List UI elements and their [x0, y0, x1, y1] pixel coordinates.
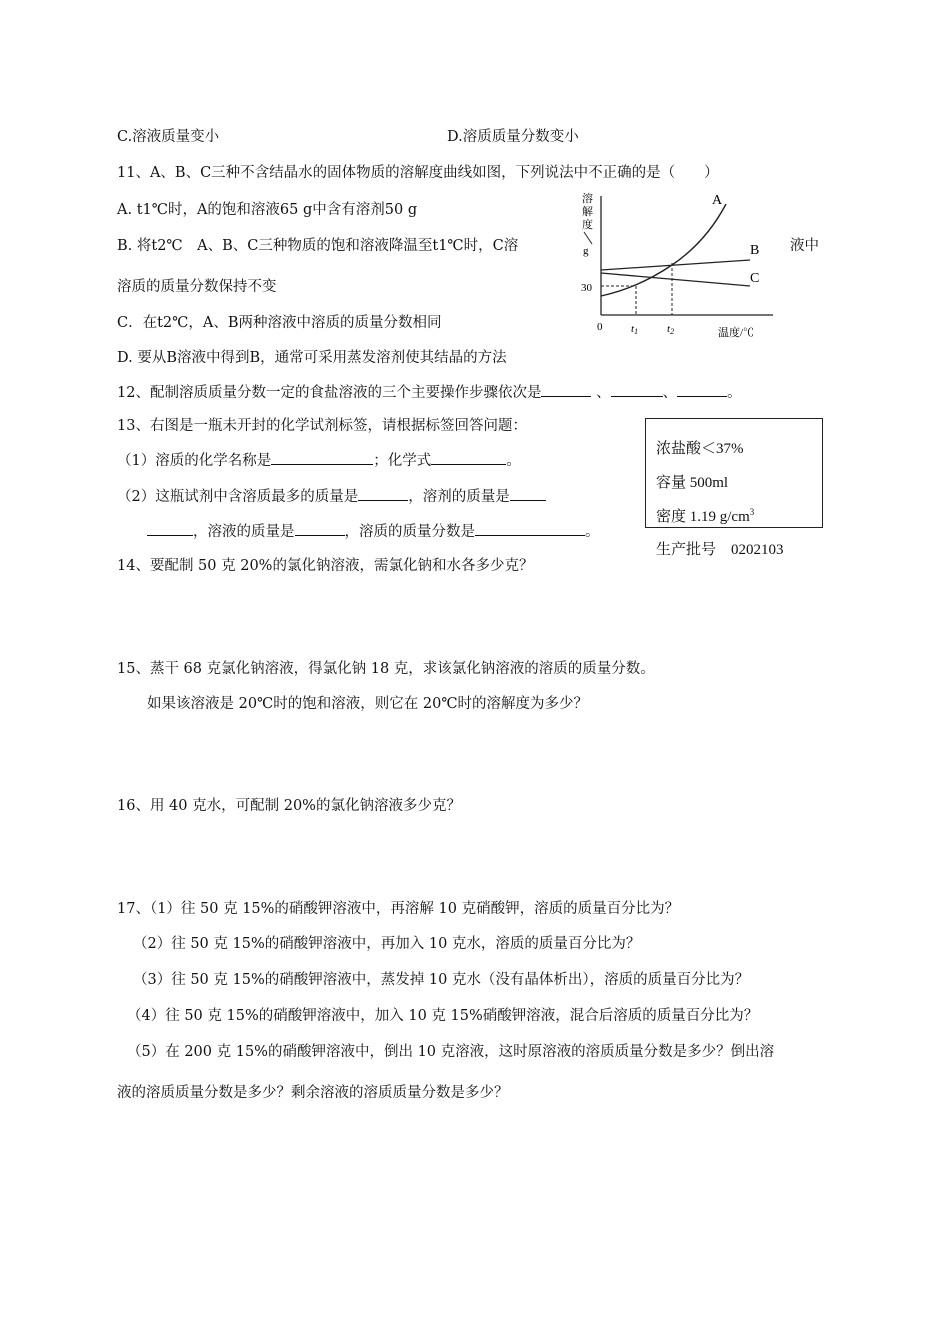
graph-xlabel: 温度/℃ [718, 327, 755, 339]
q13-p1-text-a: （1）溶质的化学名称是 [117, 453, 272, 469]
q13-p2-text-d: ，溶质的质量分数是 [344, 524, 475, 540]
curve-c-label: C [750, 271, 760, 286]
q11-option-a: A. t1℃时，A的饱和溶液65 g中含有溶剂50 g [117, 202, 418, 218]
q13-part1 [117, 450, 521, 471]
q17-part1: 17、（1）往 50 克 15%的硝酸钾溶液中，再溶解 10 克硝酸钾，溶质的质量百分比为？ [117, 901, 680, 917]
q12-blank-3[interactable] [677, 382, 727, 397]
q17-part4: （4）往 50 克 15%的硝酸钾溶液中，加入 10 克 15%硝酸钾溶液，混合后溶质的质量百分比为？ [127, 1008, 759, 1024]
curve-a-label: A [712, 193, 723, 208]
q15-line2: 如果该溶液是 20℃时的饱和溶液，则它在 20℃时的溶解度为多少？ [147, 696, 589, 712]
q15-line1: 15、蒸干 68 克氯化钠溶液，得氯化钠 18 克，求该氯化钠溶液的溶质的质量分数。 [117, 661, 655, 677]
q10-option-d: D.溶质质量分数变小 [447, 129, 579, 145]
q12-end: 。 [727, 385, 742, 401]
q13-fraction-blank[interactable] [475, 521, 585, 536]
graph-y-tick: 30 [581, 282, 592, 294]
graph-ylabel-2: 解 [582, 206, 593, 218]
graph-ylabel-4: g [583, 245, 589, 257]
q13-stem: 13、右图是一瓶未开封的化学试剂标签，请根据标签回答问题： [117, 418, 527, 434]
reagent-batch-no: 0202103 [731, 542, 784, 558]
reagent-density-sup: 3 [749, 507, 755, 517]
q13-formula-blank[interactable] [431, 450, 506, 465]
q13-p1-text-b: ；化学式 [373, 453, 432, 469]
reagent-batch [656, 540, 784, 560]
curve-b [601, 260, 750, 270]
q17-part2: （2）往 50 克 15%的硝酸钾溶液中，再加入 10 克水，溶质的质量百分比为？ [133, 936, 641, 952]
curve-b-label: B [750, 243, 760, 258]
q12-blank-1[interactable] [541, 382, 591, 397]
solubility-graph [578, 188, 788, 343]
q12-sep-1: 、 [596, 385, 611, 401]
q16-text: 16、用 40 克水，可配制 20%的氯化钠溶液多少克？ [117, 798, 461, 814]
q11-option-b: B. 将t2℃ A、B、C三种物质的饱和溶液降温至t1℃时，C溶 [117, 238, 519, 254]
q13-solution-mass-blank[interactable] [295, 521, 345, 536]
q17-part5-line1: （5）在 200 克 15%的硝酸钾溶液中，倒出 10 克溶液，这时原溶液的溶质质量分数是多少？倒出溶 [127, 1044, 775, 1060]
reagent-label [645, 418, 823, 528]
q13-p2-text-a: （2）这瓶试剂中含溶质最多的质量是 [117, 489, 359, 505]
reagent-density [656, 505, 754, 526]
q13-part2-line1 [117, 486, 546, 507]
q13-solute-mass-blank[interactable] [358, 486, 408, 501]
curve-c [601, 273, 750, 286]
q10-option-c: C.溶液质量变小 [117, 129, 220, 145]
reagent-density-value: 密度 1.19 g/cm [656, 509, 750, 525]
graph-t1: t1 [631, 323, 639, 336]
q11-stem: 11、A、B、C三种不含结晶水的固体物质的溶解度曲线如图，下列说法中不正确的是（ ） [117, 165, 719, 181]
graph-ylabel-3: 度 [582, 219, 593, 231]
q12-line [117, 382, 742, 403]
q11-option-b-cont: 溶质的质量分数保持不变 [117, 279, 277, 295]
q13-p1-end: 。 [506, 453, 521, 469]
reagent-batch-label: 生产批号 [656, 542, 717, 558]
reagent-volume: 容量 500ml [656, 475, 729, 491]
graph-t2: t2 [667, 323, 675, 336]
q12-blank-2[interactable] [611, 382, 663, 397]
q11-option-c: C．在t2℃，A、B两种溶液中溶质的质量分数相同 [117, 315, 442, 331]
graph-origin: 0 [597, 321, 603, 333]
q13-p2-text-c: ，溶液的质量是 [193, 524, 295, 540]
q12-sep-2: 、 [662, 385, 678, 401]
q14-text: 14、要配制 50 克 20%的氯化钠溶液，需氯化钠和水各多少克？ [117, 558, 534, 574]
q13-part2-line2 [147, 521, 600, 542]
q13-solvent-mass-blank[interactable] [510, 486, 546, 501]
q17-part5-line2: 液的溶质质量分数是多少？剩余溶液的溶质质量分数是多少？ [117, 1085, 509, 1101]
q12-text: 12、配制溶质质量分数一定的食盐溶液的三个主要操作步骤依次是 [117, 385, 542, 401]
reagent-name: 浓盐酸＜37% [656, 441, 744, 457]
graph-ylabel-1: 溶 [582, 193, 593, 205]
q11-option-b-tail: 液中 [790, 238, 819, 254]
q13-name-blank[interactable] [271, 450, 373, 465]
q17-part3: （3）往 50 克 15%的硝酸钾溶液中，蒸发掉 10 克水（没有晶体析出），溶质的质量百分比为？ [133, 972, 750, 988]
q13-p2-text-b: ，溶剂的质量是 [408, 489, 510, 505]
graph-ylabel-slash [584, 232, 592, 244]
q11-option-d: D. 要从B溶液中得到B，通常可采用蒸发溶剂使其结晶的方法 [117, 350, 507, 366]
q13-solvent-mass-blank-cont[interactable] [147, 521, 193, 536]
q13-p2-end: 。 [585, 524, 600, 540]
